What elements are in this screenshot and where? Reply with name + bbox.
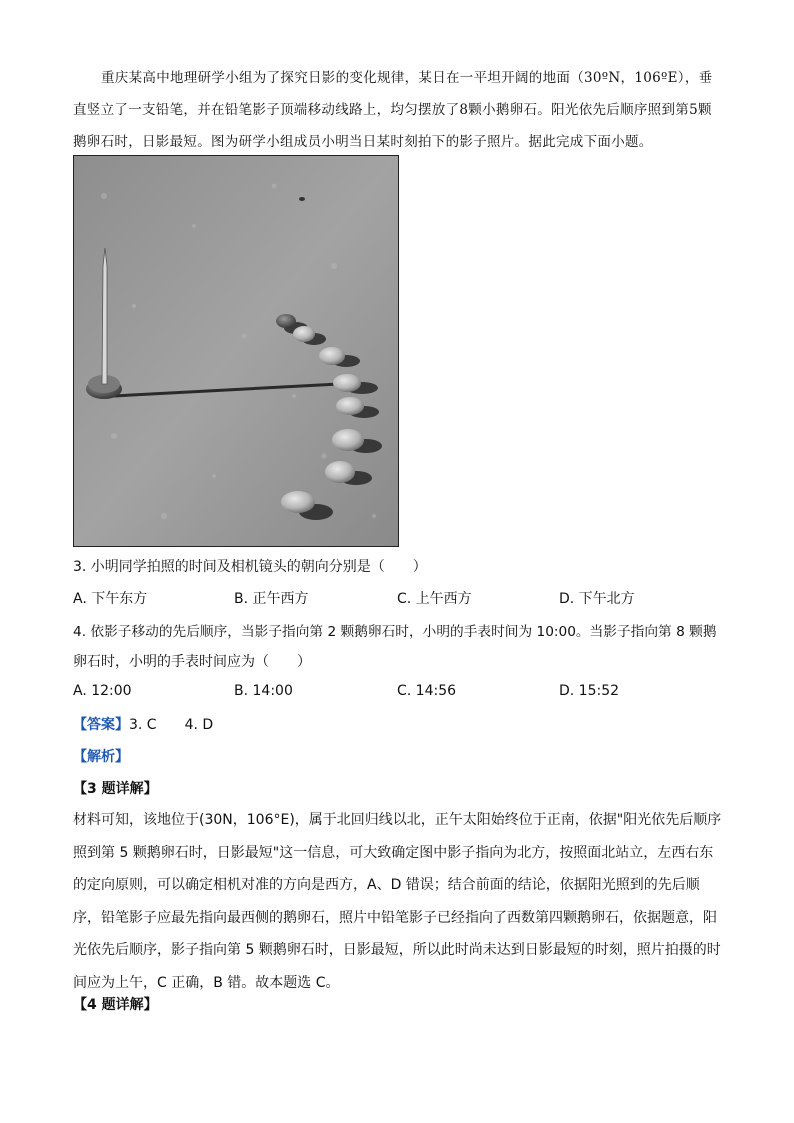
q3-detail-text: 材料可知，该地位于(30N，106°E)，属于北回归线以北，正午太阳始终位于正南，依据"阳光依先后顺序照到第 5 颗鹅卵石时，日影最短"这一信息，可大致确定图中影子指向为北方，按照面北站立，左西右东的定向原则，可以确定相机对准的方向是西方，A、D 错误；结合前面的结论，依据阳光照到的先后顺序，铅笔影子应最先指向最西侧的鹅卵石，照片中铅笔影子已经指向了西数第四颗鹅卵石，依据题意，阳光依先后顺序，影子指向第 5 颗鹅卵石时，日影最短，所以此时尚未达到日影最短的时刻，照片拍摄的时间应为上午，C 正确，B 错。故本题选 C。 [73,812,722,991]
q4-option-c: C. 14:56 [397,683,457,699]
analysis-label: 【解析】 [73,749,129,765]
q3-detail-heading: 【3 题详解】 [73,781,158,797]
answer-label: 【答案】 [73,717,129,733]
q4-detail-heading: 【4 题详解】 [73,997,158,1013]
pencil-shadow-pebbles-image [74,156,398,546]
q4-option-a: A. 12:00 [73,683,132,699]
question-4-stem-line1: 4. 依影子移动的先后顺序，当影子指向第 2 颗鹅卵石时，小明的手表时间为 10:00。当影子指向第 8 颗鹅 [73,624,717,640]
shadow-photo [73,155,399,547]
intro-paragraph: 重庆某高中地理研学小组为了探究日影的变化规律，某日在一平坦开阔的地面（30ºN，106ºE），垂直竖立了一支铅笔，并在铅笔影子顶端移动线路上，均匀摆放了8颗小鹅卵石。阳光依先后顺序照到第5颗鹅卵石时，日影最短。图为研学小组成员小明当日某时刻拍下的影子照片。据此完成下面小题。 [73,70,713,150]
question-3-stem: 3. 小明同学拍照的时间及相机镜头的朝向分别是（ ） [73,559,427,575]
answer-value: 3. C 4. D [129,717,214,733]
q3-option-b: B. 正午西方 [234,591,309,607]
q3-option-c: C. 上午西方 [397,591,472,607]
answer-line [73,714,213,734]
q4-option-b: B. 14:00 [234,683,293,699]
q3-option-a: A. 下午东方 [73,591,148,607]
q4-option-d: D. 15:52 [559,683,620,699]
question-4-stem-line2: 卵石时，小明的手表时间应为（ ） [73,654,311,670]
q3-option-d: D. 下午北方 [559,591,635,607]
